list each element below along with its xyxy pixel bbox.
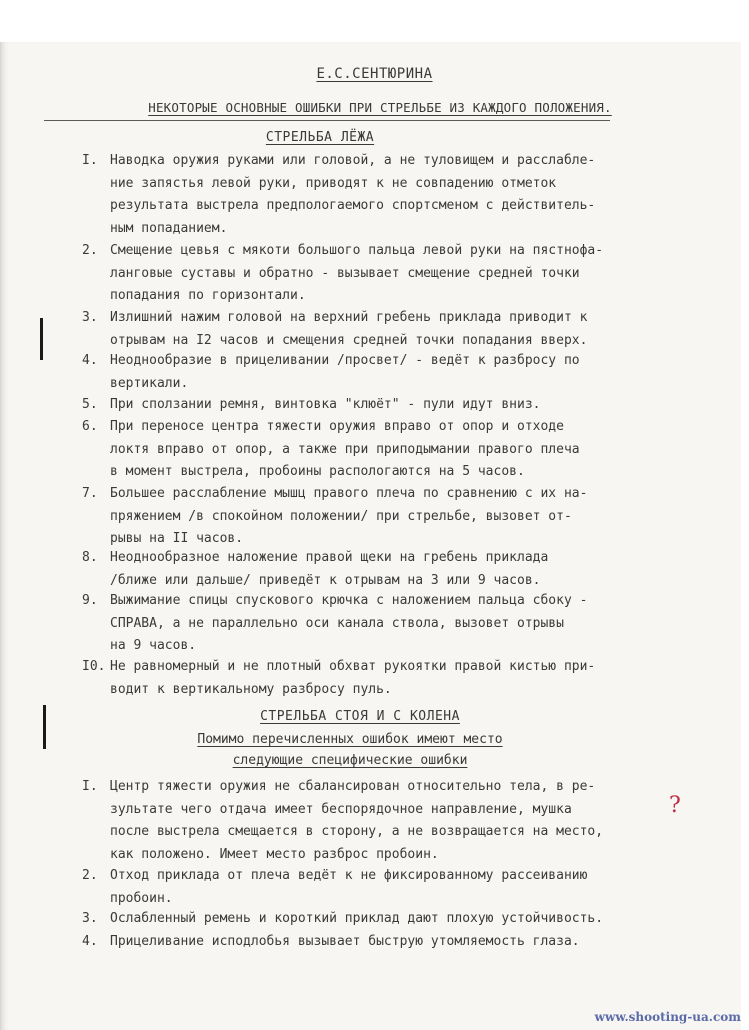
section-heading-standing-kneeling: СТРЕЛЬБА СТОЯ И С КОЛЕНА xyxy=(260,709,460,724)
item-number: I0. xyxy=(82,659,106,674)
list-item xyxy=(82,307,702,352)
list-item xyxy=(82,150,702,240)
margin-mark xyxy=(40,318,43,360)
item-number: 9. xyxy=(82,593,98,608)
item-number: 4. xyxy=(82,934,98,949)
list-item xyxy=(82,931,702,954)
item-text: Излишний нажим головой на верхний гребень приклада приводит к отрывам на I2 часов и смещения средней точки попадания вверх. xyxy=(110,310,588,348)
handwritten-question-mark: ? xyxy=(669,793,681,818)
item-text: Ослабленный ремень и короткий приклад дают плохую устойчивость. xyxy=(110,911,604,926)
item-number: 8. xyxy=(82,550,98,565)
item-text: Прицеливание исподлобья вызывает быструю утомляемость глаза. xyxy=(110,934,580,949)
item-number: 6. xyxy=(82,419,98,434)
item-text: При сползании ремня, винтовка "клюёт" - пули идут вниз. xyxy=(110,397,541,412)
item-number: 5. xyxy=(82,397,98,412)
list-item xyxy=(82,590,702,658)
item-text: При переносе центра тяжести оружия вправо от опор и отходе локтя вправо от опор, а также при приподымании правого плеча в момент выстрела, пробоины распологаются на 5 часов. xyxy=(110,419,580,480)
item-number: 3. xyxy=(82,911,98,926)
item-number: 7. xyxy=(82,486,98,501)
watermark-url: www.shooting-ua.com xyxy=(594,1010,741,1024)
list-item xyxy=(82,350,702,395)
margin-mark xyxy=(43,705,46,749)
section-subtitle: Помимо перечисленных ошибок имеют место xyxy=(197,732,503,747)
list-item xyxy=(82,908,702,931)
author-name: Е.С.СЕНТЮРИНА xyxy=(316,66,433,82)
item-text: Выжимание спицы спускового крючка с наложением пальца сбоку - СПРАВА, а не параллельно оси канала ствола, вызовет отрывы на 9 часов. xyxy=(110,593,588,654)
list-item xyxy=(82,547,702,592)
item-text: Большее расслабление мышц правого плеча по сравнению с их на- пряжением /в спокойном положении/ при стрельбе, вызовет от- рывы на II часов. xyxy=(110,486,588,547)
item-text: Неоднообразие в прицеливании /просвет/ - ведёт к разбросу по вертикали. xyxy=(110,353,580,391)
list-item xyxy=(82,240,702,308)
item-number: 3. xyxy=(82,310,98,325)
document-title: НЕКОТОРЫЕ ОСНОВНЫЕ ОШИБКИ ПРИ СТРЕЛЬБЕ ИЗ КАЖДОГО ПОЛОЖЕНИЯ. xyxy=(148,100,612,115)
list-item xyxy=(82,483,702,551)
item-text: Смещение цевья с мякоти большого пальца левой руки на пястнофа- ланговые суставы и обратно - вызывает смещение средней точки попадания по горизонтали. xyxy=(110,243,604,304)
item-text: Отход приклада от плеча ведёт к не фиксированному рассеиванию пробоин. xyxy=(110,868,588,906)
section-heading-prone: СТРЕЛЬБА ЛЁЖА xyxy=(265,130,375,145)
list-item xyxy=(82,416,702,484)
item-text: Не равномерный и не плотный обхват рукоятки правой кистью при- водит к вертикальному разбросу пуль. xyxy=(110,659,596,697)
list-item xyxy=(82,394,702,417)
item-text: Центр тяжести оружия не сбалансирован относительно тела, в ре- зультате чего отдача имеет беспорядочное направление, мушка после выстрела смещается в сторону, а не возвращается на место, как положено. Имеет место разброс пробоин. xyxy=(110,779,604,862)
title-underline xyxy=(44,120,610,121)
item-text: Наводка оружия руками или головой, а не туловищем и расслабле- ние запястья левой руки, приводят к не совпадению отметок результата выстрела предпологаемого спортсменом с действитель- ным попаданием. xyxy=(110,153,596,236)
list-item xyxy=(82,776,702,866)
section-subtitle: следующие специфические ошибки xyxy=(232,753,468,768)
item-number: I. xyxy=(82,153,98,168)
list-item xyxy=(82,865,702,910)
item-number: 2. xyxy=(82,868,98,883)
item-text: Неоднообразное наложение правой щеки на гребень приклада /ближе или дальше/ приведёт к отрывам на 3 или 9 часов. xyxy=(110,550,549,588)
item-number: 4. xyxy=(82,353,98,368)
item-number: I. xyxy=(82,779,98,794)
item-number: 2. xyxy=(82,243,98,258)
list-item xyxy=(82,656,702,701)
